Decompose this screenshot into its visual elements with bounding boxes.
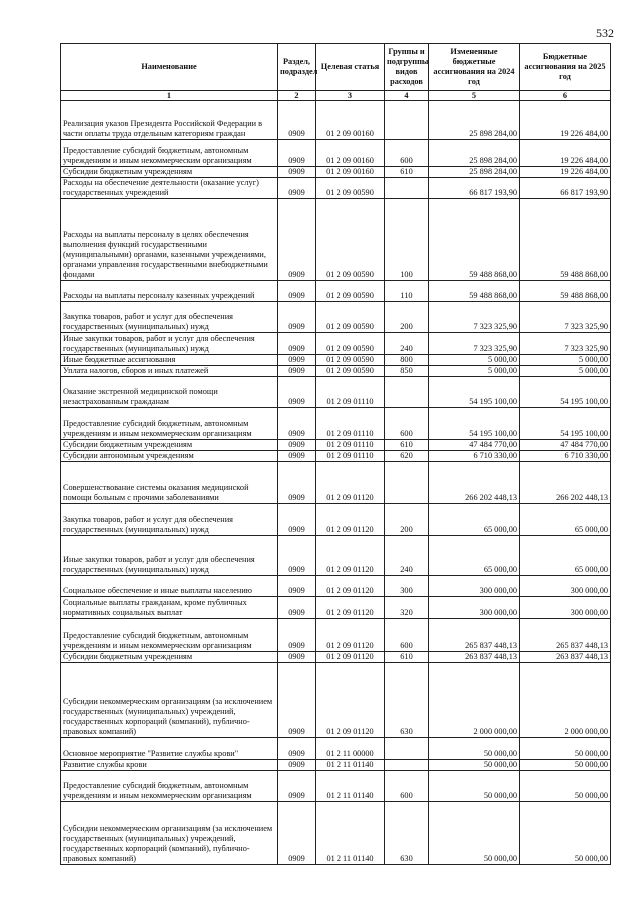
- row-target: 01 2 09 01120: [316, 576, 385, 597]
- row-value-2025: 66 817 193,90: [520, 178, 611, 199]
- row-section: 0909: [278, 377, 316, 408]
- row-name: Развитие службы крови: [61, 760, 278, 771]
- row-expense-group: [385, 178, 429, 199]
- row-target: 01 2 09 01120: [316, 536, 385, 576]
- row-value-2024: 25 898 284,00: [429, 167, 520, 178]
- table-row: [61, 140, 611, 167]
- header-changed-2024: Измененные бюджетные ассигнования на 2024 год: [429, 44, 520, 91]
- row-value-2024: 59 488 868,00: [429, 281, 520, 302]
- row-value-2024: 300 000,00: [429, 597, 520, 619]
- row-expense-group: 600: [385, 619, 429, 652]
- row-expense-group: 300: [385, 576, 429, 597]
- table-row: [61, 178, 611, 199]
- table-row: [61, 355, 611, 366]
- row-expense-group: 800: [385, 355, 429, 366]
- row-section: 0909: [278, 760, 316, 771]
- row-section: 0909: [278, 440, 316, 451]
- row-expense-group: 850: [385, 366, 429, 377]
- row-section: 0909: [278, 281, 316, 302]
- row-value-2025: 50 000,00: [520, 802, 611, 865]
- row-value-2025: 6 710 330,00: [520, 451, 611, 462]
- row-expense-group: 100: [385, 199, 429, 281]
- row-expense-group: [385, 462, 429, 504]
- row-value-2025: 300 000,00: [520, 576, 611, 597]
- table-row: [61, 167, 611, 178]
- row-expense-group: 200: [385, 302, 429, 333]
- row-expense-group: 610: [385, 167, 429, 178]
- row-expense-group: 600: [385, 771, 429, 802]
- row-section: 0909: [278, 366, 316, 377]
- row-target: 01 2 09 01120: [316, 652, 385, 663]
- row-value-2024: 65 000,00: [429, 536, 520, 576]
- row-name: Расходы на выплаты персоналу казенных учреждений: [61, 281, 278, 302]
- header-name: Наименование: [61, 44, 278, 91]
- row-name: Социальное обеспечение и иные выплаты населению: [61, 576, 278, 597]
- table-row: [61, 504, 611, 536]
- row-expense-group: 600: [385, 140, 429, 167]
- row-value-2025: 265 837 448,13: [520, 619, 611, 652]
- row-value-2024: 7 323 325,90: [429, 302, 520, 333]
- row-section: 0909: [278, 576, 316, 597]
- header-row: [61, 44, 611, 91]
- row-value-2024: 66 817 193,90: [429, 178, 520, 199]
- row-value-2024: 25 898 284,00: [429, 101, 520, 140]
- header-section: Раздел, подраздел: [278, 44, 316, 91]
- row-target: 01 2 11 01140: [316, 802, 385, 865]
- table-row: [61, 619, 611, 652]
- row-name: Расходы на выплаты персоналу в целях обеспечения выполнения функций государственными (муниципальными) органами, казенными учреждениями, органами управления государственными внебюджетными фондами: [61, 199, 278, 281]
- row-value-2024: 7 323 325,90: [429, 333, 520, 355]
- table-row: [61, 536, 611, 576]
- row-expense-group: [385, 101, 429, 140]
- row-expense-group: 630: [385, 802, 429, 865]
- row-target: 01 2 09 01110: [316, 377, 385, 408]
- row-value-2025: 19 226 484,00: [520, 167, 611, 178]
- row-target: 01 2 09 00160: [316, 101, 385, 140]
- row-section: 0909: [278, 771, 316, 802]
- row-name: Субсидии бюджетным учреждениям: [61, 167, 278, 178]
- row-value-2025: 65 000,00: [520, 536, 611, 576]
- column-number: 2: [278, 91, 316, 101]
- row-section: 0909: [278, 536, 316, 576]
- header-expense-group: Группы и подгруппы видов расходов: [385, 44, 429, 91]
- row-name: Уплата налогов, сборов и иных платежей: [61, 366, 278, 377]
- column-number: 6: [520, 91, 611, 101]
- table-row: [61, 802, 611, 865]
- row-name: Предоставление субсидий бюджетным, автономным учреждениям и иным некоммерческим организациям: [61, 408, 278, 440]
- row-target: 01 2 11 00000: [316, 738, 385, 760]
- row-target: 01 2 09 00590: [316, 178, 385, 199]
- row-value-2025: 59 488 868,00: [520, 199, 611, 281]
- row-section: 0909: [278, 355, 316, 366]
- row-name: Субсидии бюджетным учреждениям: [61, 440, 278, 451]
- row-value-2025: 59 488 868,00: [520, 281, 611, 302]
- table-row: [61, 101, 611, 140]
- row-name: Основное мероприятие "Развитие службы крови": [61, 738, 278, 760]
- row-expense-group: 320: [385, 597, 429, 619]
- row-value-2024: 50 000,00: [429, 760, 520, 771]
- row-value-2025: 266 202 448,13: [520, 462, 611, 504]
- row-expense-group: 600: [385, 408, 429, 440]
- row-target: 01 2 09 01120: [316, 597, 385, 619]
- row-value-2024: 265 837 448,13: [429, 619, 520, 652]
- table-row: [61, 333, 611, 355]
- column-number: 4: [385, 91, 429, 101]
- row-expense-group: 240: [385, 536, 429, 576]
- row-expense-group: 110: [385, 281, 429, 302]
- row-name: Закупка товаров, работ и услуг для обеспечения государственных (муниципальных) нужд: [61, 302, 278, 333]
- row-section: 0909: [278, 178, 316, 199]
- row-section: 0909: [278, 101, 316, 140]
- row-target: 01 2 09 00590: [316, 281, 385, 302]
- column-number: 3: [316, 91, 385, 101]
- row-name: Иные бюджетные ассигнования: [61, 355, 278, 366]
- row-expense-group: 610: [385, 652, 429, 663]
- row-name: Закупка товаров, работ и услуг для обеспечения государственных (муниципальных) нужд: [61, 504, 278, 536]
- row-target: 01 2 09 00590: [316, 355, 385, 366]
- column-number: 1: [61, 91, 278, 101]
- row-name: Иные закупки товаров, работ и услуг для обеспечения государственных (муниципальных) нужд: [61, 333, 278, 355]
- column-number: 5: [429, 91, 520, 101]
- table-row: [61, 597, 611, 619]
- row-name: Субсидии автономным учреждениям: [61, 451, 278, 462]
- row-target: 01 2 09 01120: [316, 663, 385, 738]
- row-value-2024: 5 000,00: [429, 366, 520, 377]
- row-value-2025: 47 484 770,00: [520, 440, 611, 451]
- row-section: 0909: [278, 140, 316, 167]
- row-section: 0909: [278, 302, 316, 333]
- row-name: Оказание экстренной медицинской помощи незастрахованным гражданам: [61, 377, 278, 408]
- row-value-2024: 300 000,00: [429, 576, 520, 597]
- table-row: [61, 199, 611, 281]
- row-section: 0909: [278, 663, 316, 738]
- row-value-2024: 50 000,00: [429, 738, 520, 760]
- header-target: Целевая статья: [316, 44, 385, 91]
- row-value-2025: 300 000,00: [520, 597, 611, 619]
- row-name: Субсидии некоммерческим организациям (за исключением государственных (муниципальных) учреждений, государственных корпораций (компаний), публично-правовых компаний): [61, 802, 278, 865]
- row-expense-group: [385, 377, 429, 408]
- row-name: Субсидии бюджетным учреждениям: [61, 652, 278, 663]
- row-expense-group: [385, 760, 429, 771]
- table-row: [61, 462, 611, 504]
- row-value-2025: 54 195 100,00: [520, 408, 611, 440]
- row-name: Расходы на обеспечение деятельности (оказание услуг) государственных учреждений: [61, 178, 278, 199]
- row-target: 01 2 09 00160: [316, 167, 385, 178]
- table-row: [61, 377, 611, 408]
- row-section: 0909: [278, 199, 316, 281]
- row-target: 01 2 09 01120: [316, 619, 385, 652]
- row-section: 0909: [278, 333, 316, 355]
- row-value-2024: 50 000,00: [429, 771, 520, 802]
- table-row: [61, 760, 611, 771]
- row-value-2025: 50 000,00: [520, 771, 611, 802]
- header-budget-2025: Бюджетные ассигнования на 2025 год: [520, 44, 611, 91]
- row-value-2025: 7 323 325,90: [520, 302, 611, 333]
- row-section: 0909: [278, 619, 316, 652]
- row-name: Предоставление субсидий бюджетным, автономным учреждениям и иным некоммерческим организациям: [61, 140, 278, 167]
- row-target: 01 2 09 00590: [316, 366, 385, 377]
- table-row: [61, 652, 611, 663]
- row-value-2024: 59 488 868,00: [429, 199, 520, 281]
- row-value-2025: 263 837 448,13: [520, 652, 611, 663]
- row-value-2024: 266 202 448,13: [429, 462, 520, 504]
- row-section: 0909: [278, 408, 316, 440]
- row-section: 0909: [278, 802, 316, 865]
- row-name: Совершенствование системы оказания медицинской помощи больным с прочими заболеваниями: [61, 462, 278, 504]
- row-target: 01 2 09 01120: [316, 504, 385, 536]
- table-row: [61, 738, 611, 760]
- row-section: 0909: [278, 504, 316, 536]
- row-value-2024: 263 837 448,13: [429, 652, 520, 663]
- column-number-row: [61, 91, 611, 101]
- row-value-2025: 65 000,00: [520, 504, 611, 536]
- table-row: [61, 302, 611, 333]
- table-row: [61, 366, 611, 377]
- row-expense-group: 630: [385, 663, 429, 738]
- row-value-2025: 5 000,00: [520, 366, 611, 377]
- table-row: [61, 771, 611, 802]
- row-target: 01 2 09 01110: [316, 440, 385, 451]
- row-value-2024: 65 000,00: [429, 504, 520, 536]
- table-row: [61, 440, 611, 451]
- row-value-2024: 2 000 000,00: [429, 663, 520, 738]
- row-value-2025: 54 195 100,00: [520, 377, 611, 408]
- row-name: Иные закупки товаров, работ и услуг для обеспечения государственных (муниципальных) нужд: [61, 536, 278, 576]
- row-value-2024: 54 195 100,00: [429, 408, 520, 440]
- row-name: Субсидии некоммерческим организациям (за исключением государственных (муниципальных) учреждений, государственных корпораций (компаний), публично-правовых компаний): [61, 663, 278, 738]
- budget-table: [60, 43, 611, 865]
- row-name: Реализация указов Президента Российской Федерации в части оплаты труда отдельным категориям граждан: [61, 101, 278, 140]
- table-row: [61, 663, 611, 738]
- row-target: 01 2 09 00590: [316, 199, 385, 281]
- row-target: 01 2 11 01140: [316, 760, 385, 771]
- row-value-2024: 50 000,00: [429, 802, 520, 865]
- row-expense-group: 240: [385, 333, 429, 355]
- row-value-2025: 7 323 325,90: [520, 333, 611, 355]
- row-expense-group: 610: [385, 440, 429, 451]
- page-number: 532: [596, 26, 614, 40]
- row-value-2025: 2 000 000,00: [520, 663, 611, 738]
- row-target: 01 2 09 00590: [316, 333, 385, 355]
- row-expense-group: 200: [385, 504, 429, 536]
- row-value-2025: 5 000,00: [520, 355, 611, 366]
- table-row: [61, 281, 611, 302]
- row-value-2025: 19 226 484,00: [520, 101, 611, 140]
- row-section: 0909: [278, 167, 316, 178]
- row-value-2024: 54 195 100,00: [429, 377, 520, 408]
- row-target: 01 2 09 00590: [316, 302, 385, 333]
- row-value-2024: 5 000,00: [429, 355, 520, 366]
- table-row: [61, 408, 611, 440]
- table-row: [61, 576, 611, 597]
- row-section: 0909: [278, 738, 316, 760]
- table-row: [61, 451, 611, 462]
- row-expense-group: [385, 738, 429, 760]
- row-value-2025: 19 226 484,00: [520, 140, 611, 167]
- row-target: 01 2 09 01110: [316, 451, 385, 462]
- row-value-2025: 50 000,00: [520, 760, 611, 771]
- row-expense-group: 620: [385, 451, 429, 462]
- row-value-2024: 6 710 330,00: [429, 451, 520, 462]
- row-value-2025: 50 000,00: [520, 738, 611, 760]
- row-name: Предоставление субсидий бюджетным, автономным учреждениям и иным некоммерческим организациям: [61, 619, 278, 652]
- row-section: 0909: [278, 462, 316, 504]
- row-value-2024: 25 898 284,00: [429, 140, 520, 167]
- row-target: 01 2 11 01140: [316, 771, 385, 802]
- row-name: Предоставление субсидий бюджетным, автономным учреждениям и иным некоммерческим организациям: [61, 771, 278, 802]
- row-target: 01 2 09 01120: [316, 462, 385, 504]
- row-section: 0909: [278, 652, 316, 663]
- row-name: Социальные выплаты гражданам, кроме публичных нормативных социальных выплат: [61, 597, 278, 619]
- row-section: 0909: [278, 451, 316, 462]
- row-target: 01 2 09 01110: [316, 408, 385, 440]
- row-section: 0909: [278, 597, 316, 619]
- row-value-2024: 47 484 770,00: [429, 440, 520, 451]
- row-target: 01 2 09 00160: [316, 140, 385, 167]
